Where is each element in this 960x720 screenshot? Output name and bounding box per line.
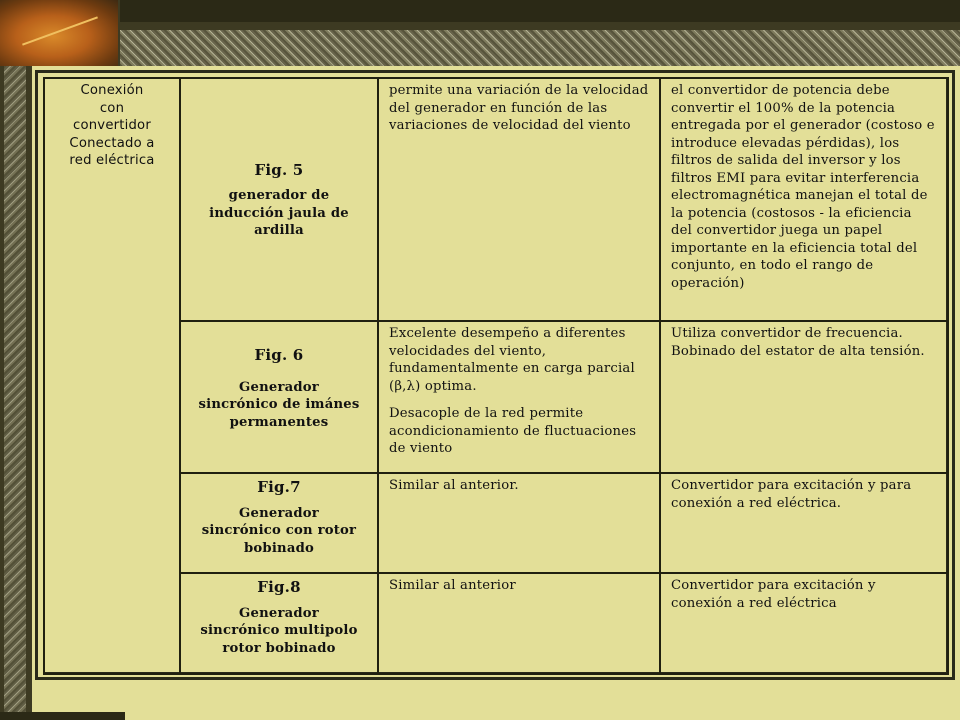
generator-name: generador de inducción jaula de ardilla [209, 188, 349, 238]
figure-label: Fig. 6 [254, 346, 304, 364]
generator-name: Generador sincrónico con rotor bobinado [201, 505, 357, 556]
connection-line: red eléctrica [69, 153, 155, 168]
figure-label: Fig. 5 [254, 160, 304, 179]
generator-cell [180, 321, 378, 473]
generator-cell [180, 573, 378, 674]
disadvantages-cell: Convertidor para excitación y para conexión a red eléctrica. [660, 473, 948, 573]
table-row [44, 321, 948, 473]
top-decorative-band [0, 0, 960, 66]
figure-label: Fig.7 [257, 478, 301, 496]
bottom-decorative-strip [0, 712, 125, 720]
advantages-cell: Similar al anterior [378, 573, 660, 674]
advantages-cell: Excelente desempeño a diferentes velocidades del viento, fundamentalmente en carga parcial (β,λ) optima. Desacople de la red permite acondicionamiento de fluctuaciones de viento [378, 321, 660, 473]
generator-cell [180, 473, 378, 573]
advantages-cell: Similar al anterior. [378, 473, 660, 573]
disadvantages-cell: Convertidor para excitación y conexión a red eléctrica [660, 573, 948, 674]
generator-cell [180, 78, 378, 321]
generator-name: Generador sincrónico de imánes permanentes [198, 379, 360, 430]
connection-line: convertidor [73, 118, 151, 133]
generator-name: Generador sincrónico multipolo rotor bobinado [200, 605, 358, 656]
connection-line: Conectado a [69, 135, 155, 151]
connection-line: Conexión [80, 83, 144, 98]
advantages-cell: permite una variación de la velocidad del generador en función de las variaciones de velocidad del viento [378, 78, 660, 321]
table-row [44, 78, 948, 321]
connection-line: con [99, 100, 125, 116]
left-decorative-band [0, 0, 32, 720]
autumn-leaf-image [0, 0, 118, 66]
connection-type-cell [44, 78, 180, 674]
comparison-table [43, 77, 949, 675]
table-row [44, 473, 948, 573]
disadvantages-cell: el convertidor de potencia debe convertir el 100% de la potencia entregada por el generador (costoso e introduce elevadas pérdidas), los filtros de salida del inversor y los filtros EMI para evitar interferencia electromagnética manejan el total de la potencia (costosos - la eficiencia del convertidor juega un papel importante en la eficiencia total del conjunto, en todo el rango de operación) [660, 78, 948, 321]
table-row [44, 573, 948, 674]
disadvantages-cell: Utiliza convertidor de frecuencia. Bobinado del estator de alta tensión. [660, 321, 948, 473]
figure-label: Fig.8 [257, 578, 301, 596]
